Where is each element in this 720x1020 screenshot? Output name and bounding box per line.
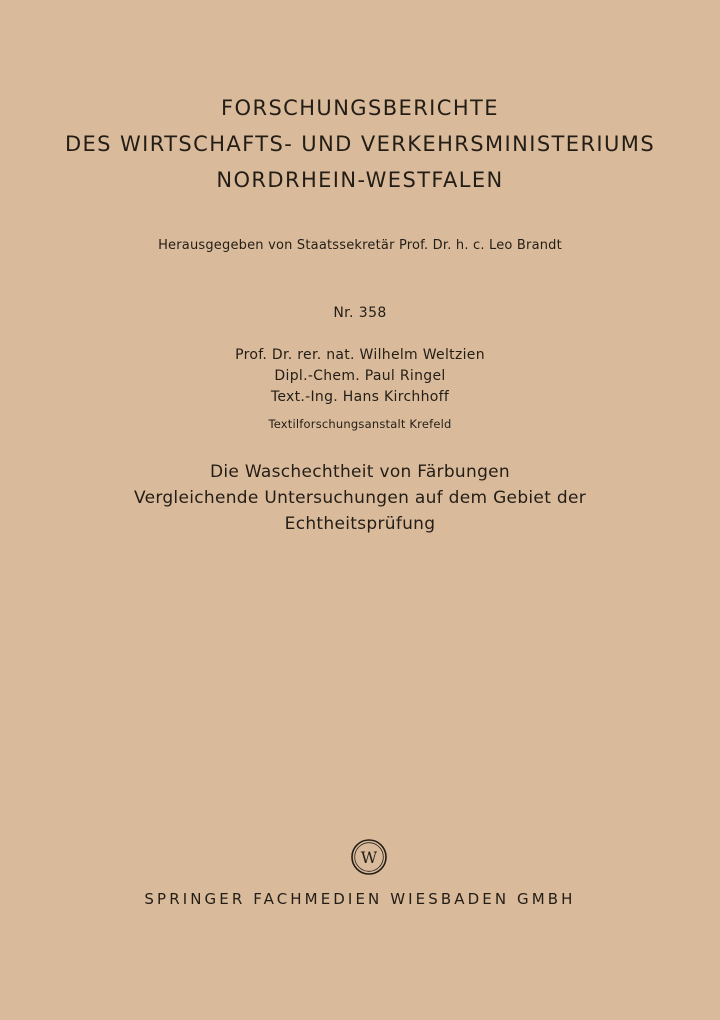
editor-line: Herausgegeben von Staatssekretär Prof. Dr. h. c. Leo Brandt [158, 238, 562, 253]
publisher-logo-letter: W [360, 848, 378, 867]
publisher-name: SPRINGER FACHMEDIEN WIESBADEN GMBH [144, 890, 576, 908]
book-title-line-1: Die Waschechtheit von Färbungen [210, 462, 510, 482]
report-number: Nr. 358 [333, 305, 387, 321]
author-3: Text.-Ing. Hans Kirchhoff [270, 389, 450, 405]
publisher-logo [350, 838, 388, 876]
book-title-line-3: Echtheitsprüfung [284, 514, 436, 534]
author-1: Prof. Dr. rer. nat. Wilhelm Weltzien [235, 347, 485, 363]
author-2: Dipl.-Chem. Paul Ringel [274, 368, 446, 384]
series-title-line-2: DES WIRTSCHAFTS- UND VERKEHRSMINISTERIUMS [64, 132, 656, 156]
series-title-line-1: FORSCHUNGSBERICHTE [221, 96, 499, 120]
book-title-line-2: Vergleichende Untersuchungen auf dem Gebiet der [133, 488, 587, 508]
institute: Textilforschungsanstalt Krefeld [268, 417, 452, 431]
series-title-line-3: NORDRHEIN-WESTFALEN [216, 168, 504, 192]
